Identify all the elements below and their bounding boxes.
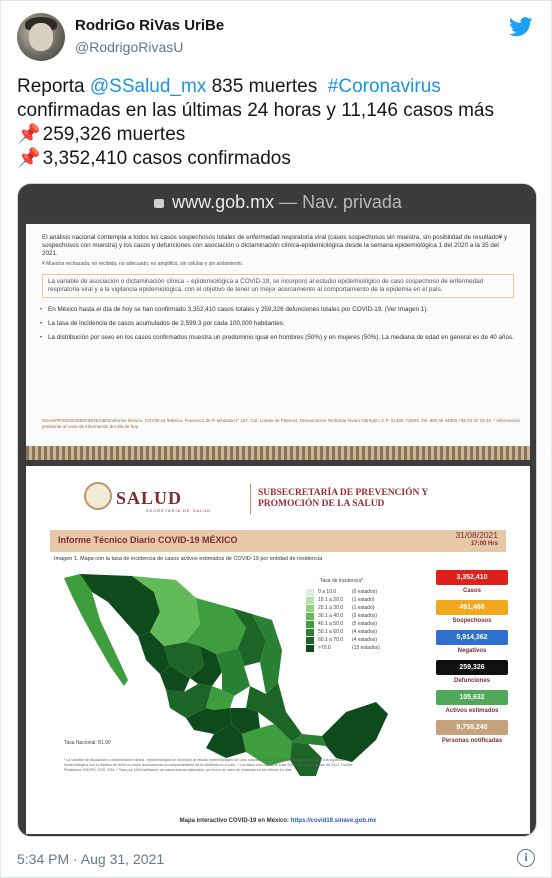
legend-row: [306, 588, 380, 596]
legend-row: [306, 596, 380, 604]
pushpin-icon: 📌: [17, 148, 41, 169]
stat-notificadas-label: Personas notificadas: [441, 738, 503, 744]
deaths-stat: 259,326 muertes: [42, 124, 186, 145]
report-note: ¥ Muestra rechazada, no recibida, no adecuado, no amplificó, sin células y sin aislamiento.: [42, 261, 244, 267]
tweet-timestamp[interactable]: 5:34 PM · Aug 31, 2021: [17, 851, 165, 867]
legend-row: [306, 628, 380, 636]
stats-panel: [436, 570, 508, 750]
stat-sospechosos-value: 491,468: [436, 600, 508, 615]
legend-swatch: [306, 613, 314, 620]
text-segment: Reporta: [17, 76, 90, 97]
report-box: La variable de asociación o dictaminación clínica – epidemiológica a COVID-19, se incorporó al estudio epidemiológico de caso sospechoso de enfermedad respiratoria viral y a la vigilancia epidemiológica, con el objetivo de tener un mejor acercamiento al comportamiento de la epidemia en el país.: [42, 274, 514, 298]
author-handle[interactable]: @RodrigoRivasU: [75, 39, 184, 55]
legend-count: (15 estados): [352, 645, 380, 651]
report-banner: [50, 530, 506, 552]
tweet-header: [17, 13, 537, 63]
map-caption: Imagen 1. Mapa con la tasa de incidencia de casos activos estimados de COVID-19 por entidad de residencia: [54, 556, 323, 562]
private-mode-label: Nav. privada: [302, 192, 402, 212]
report-footer: SSA/SPPS/DGE/DIE/InDRE/UIES/Informe técnico. COVID-19 /México. Francisco de P. Miranda N° 157, Col. Lomas de Plateros, Demarcación Territorial Álvaro Obregón, C.P. 01480, CDMX. Tel. 800 00 44800 / 55 33 37 18 40. * Información preliminar al corte de información del día de hoy.: [42, 418, 520, 429]
report-bullet: • La tasa de incidencia de casos acumulados de 2,599.3 por cada 100,000 habitantes.: [42, 320, 514, 328]
avatar[interactable]: [17, 13, 65, 61]
legend-swatch: [306, 597, 314, 604]
legend-title: Tasa de incidencia*: [320, 578, 364, 584]
report-date: [455, 531, 498, 549]
subsecretaria-line: SUBSECRETARÍA DE PREVENCIÓN Y: [258, 488, 429, 498]
map-yucatan-peninsula: [322, 702, 388, 762]
stat-casos-label: Casos: [462, 588, 481, 594]
subsecretaria-title: [258, 488, 428, 510]
url-domain: www.gob.mx: [172, 192, 275, 212]
stat-negativos-value: 5,914,362: [436, 630, 508, 645]
mexico-seal-icon: [84, 482, 112, 510]
map-notes: * La variable de asociación o dictaminación clínica - epidemiológica se incorporó al estudio epidemiológico de caso sospechoso de enfermedad respiratoria viral y a la vigilancia epidemiológica con el objetivo de tener un mejor acercamiento al comportamiento de la epidemia en el país. * Los datos son con corte a las 09:00 hrs. 31 de agosto de 2021. Fuente: Plataforma SISVER, DGE, SSA. * Tasa por 100k habitantes de casos activos estimados, por fecha de inicio de síntomas en los últimos 14 días.: [64, 758, 354, 772]
info-icon[interactable]: i: [517, 849, 535, 867]
lock-icon: [154, 199, 164, 208]
report-date-value: 31/08/2021: [455, 530, 498, 540]
legend-row: [306, 604, 380, 612]
legend-count: (2 estados): [352, 613, 378, 619]
legend-range: 0 a 10.0: [318, 589, 337, 595]
legend-range: 30.1 a 40.0: [318, 613, 344, 619]
author-name[interactable]: RodriGo RiVas UriBe: [75, 17, 225, 34]
tweet-line-2: confirmadas en las últimas 24 horas y 11,146 casos más: [17, 100, 494, 121]
tweet-line-1: [17, 75, 537, 99]
report-text-page: [26, 224, 530, 446]
tweet-text: [17, 75, 537, 171]
tweet-image[interactable]: [17, 183, 537, 837]
report-title: Informe Técnico Diario COVID-19 MÉXICO: [58, 535, 238, 545]
report-map-page: [26, 466, 530, 834]
cases-stat: 3,352,410 casos confirmados: [42, 148, 291, 169]
legend-count: (1 estado): [352, 597, 375, 603]
stat-activos-label: Activos estimados: [445, 708, 499, 714]
twitter-bird-icon[interactable]: [509, 17, 533, 37]
legend-count: (4 estados): [352, 629, 378, 635]
logo-divider: [250, 484, 251, 514]
stat-negativos-label: Negativos: [457, 648, 487, 654]
text-segment: 835 muertes: [206, 76, 328, 97]
legend-range: 10.1 a 20.0: [318, 597, 344, 603]
stat-casos-value: 3,352,410: [436, 570, 508, 585]
legend-range: 20.1 a 30.0: [318, 605, 344, 611]
mention-link[interactable]: @SSalud_mx: [89, 76, 207, 97]
interactive-url: https://covid19.sinave.gob.mx: [290, 818, 377, 824]
interactive-label: Mapa interactivo COVID-19 en México:: [179, 818, 291, 824]
legend-range: 50.1 a 60.0: [318, 629, 344, 635]
tweet-line-4: [17, 147, 537, 171]
decorative-strip: [26, 446, 530, 460]
legend-row: [306, 636, 380, 644]
legend-swatch: [306, 621, 314, 628]
avatar-face: [29, 23, 53, 51]
stat-activos-value: 105,632: [436, 690, 508, 705]
tasa-nacional: Tasa Nacional: 81.90: [64, 740, 111, 746]
report-paragraph: El análisis nacional contempla a todos los casos sospechosos totales de enfermedad respiratoria viral (casos sospechosos sin muestra, sin posibilidad de resultado¥ y sospechosos con muestra) y los casos y defunciones con asociación o dictaminación clínica-epidemiológica desde la semana epidemiológica 1 del 2020 a la 35 del 2021.: [42, 234, 508, 257]
map-legend: [306, 578, 380, 652]
stat-notificadas-value: 9,758,240: [436, 720, 508, 735]
report-time-value: 17:00 Hrs: [470, 541, 498, 547]
legend-count: (5 estados): [352, 621, 378, 627]
legend-range: 40.1 a 50.0: [318, 621, 344, 627]
report-bullet: • En México hasta el día de hoy se han confirmado 3,352,410 casos totales y 259,326 defunciones totales por COVID-19. (Ver Imagen 1).: [42, 306, 514, 314]
report-bullets: [42, 306, 514, 342]
subsecretaria-line: PROMOCIÓN DE LA SALUD: [258, 499, 385, 509]
stat-defunciones-label: Defunciones: [453, 678, 490, 684]
browser-url-bar: [18, 184, 537, 220]
legend-row: [306, 620, 380, 628]
tweet-line-3: [17, 123, 537, 147]
legend-swatch: [306, 645, 314, 652]
report-bullet: • La distribución por sexo en los casos confirmados muestra un predominio igual en hombres (50%) y en mujeres (50%). La mediana de edad en general es de 40 años.: [42, 334, 514, 342]
salud-logo: SALUD: [116, 488, 183, 508]
pushpin-icon: 📌: [17, 124, 41, 145]
legend-range: >70.0: [318, 645, 331, 651]
stat-sospechosos-label: Sospechosos: [452, 618, 492, 624]
hashtag-link[interactable]: #Coronavirus: [327, 76, 441, 97]
salud-logo-sub: SECRETARÍA DE SALUD: [146, 508, 212, 513]
legend-count: (4 estados): [352, 637, 378, 643]
legend-count: (1 estado): [352, 605, 375, 611]
legend-swatch: [306, 629, 314, 636]
legend-count: (0 estados): [352, 589, 378, 595]
legend-swatch: [306, 605, 314, 612]
interactive-map-line: [26, 818, 530, 824]
legend-swatch: [306, 637, 314, 644]
legend-swatch: [306, 589, 314, 596]
legend-row: [306, 612, 380, 620]
legend-range: 60.1 a 70.0: [318, 637, 344, 643]
legend-row: [306, 644, 380, 652]
url-separator: —: [274, 192, 303, 212]
stat-defunciones-value: 259,326: [436, 660, 508, 675]
